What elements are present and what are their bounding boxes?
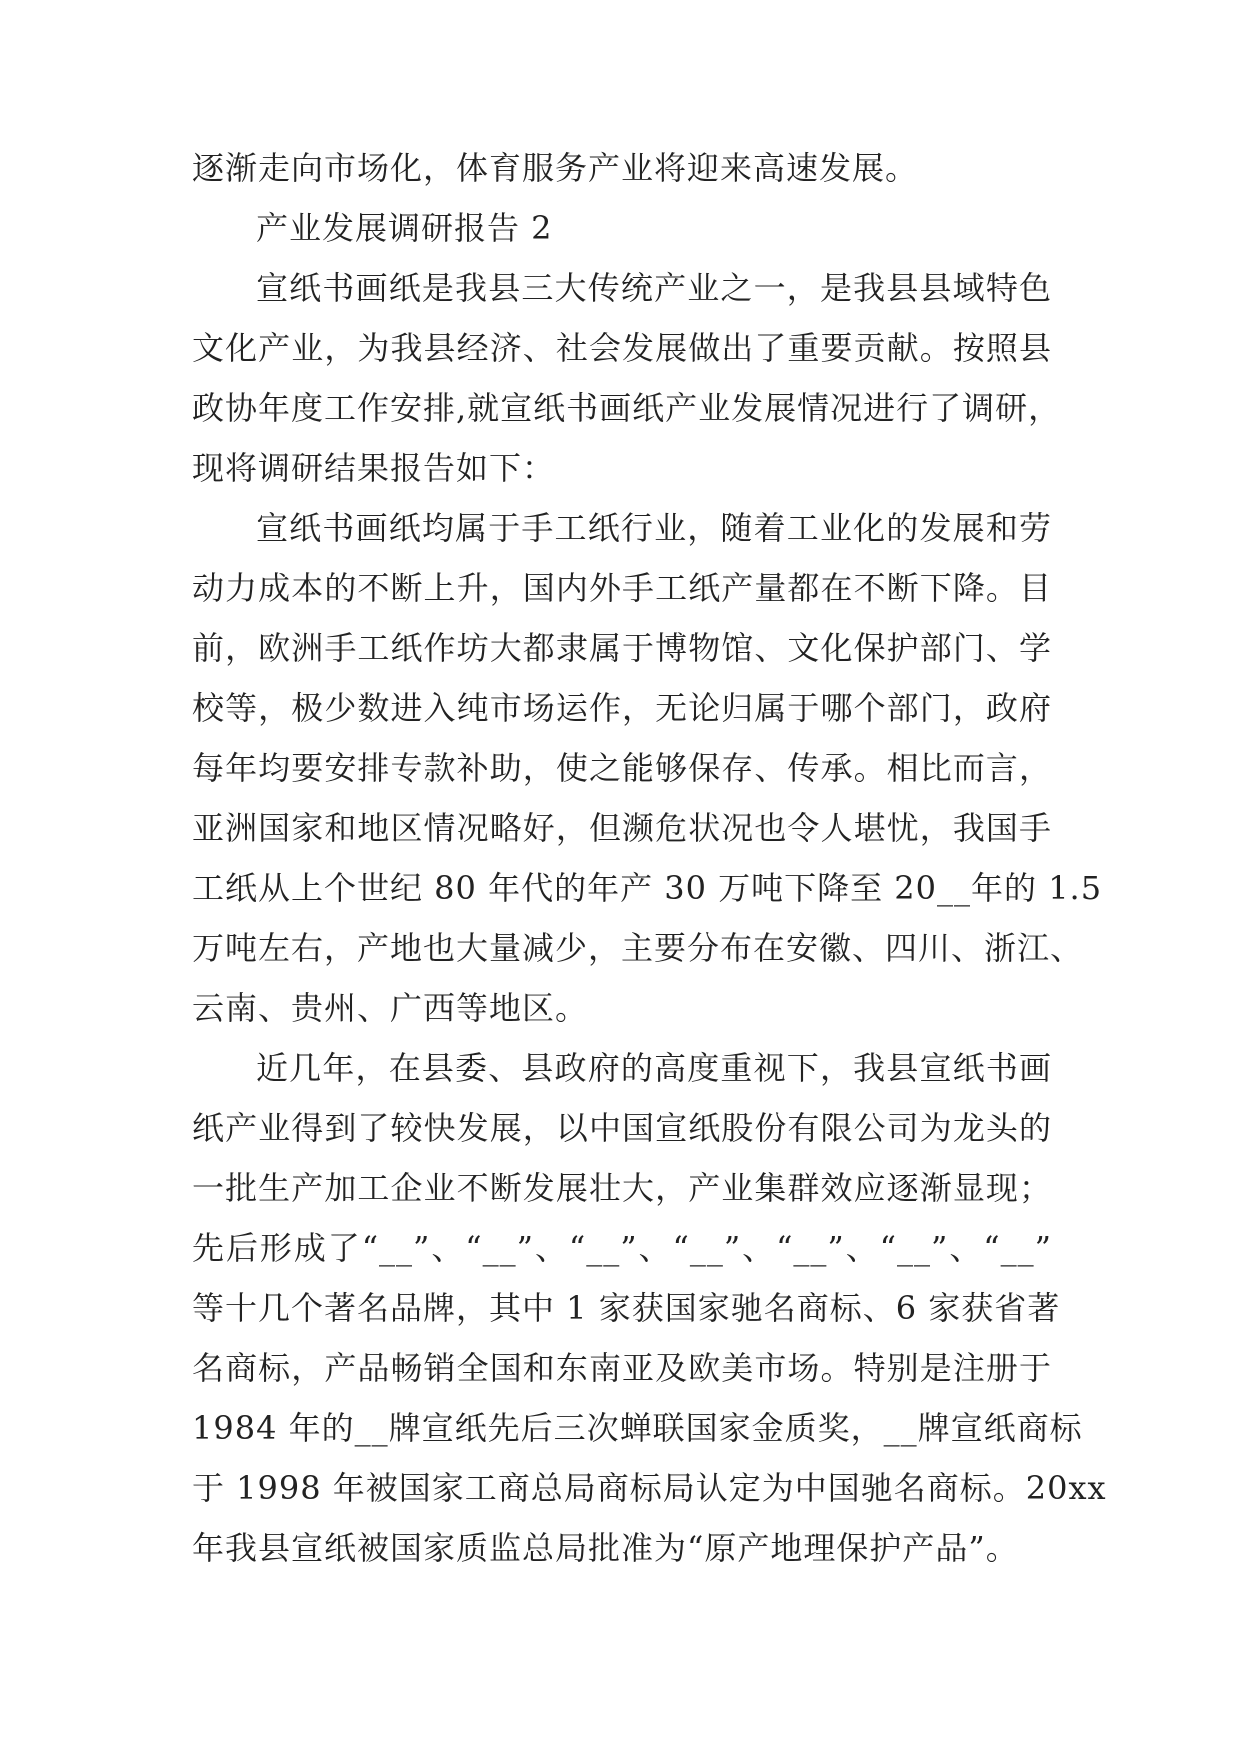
text-line: 现将调研结果报告如下： (192, 449, 556, 487)
text-line: 年我县宣纸被国家质监总局批准为“原产地理保护产品”。 (192, 1529, 1019, 1567)
text-line: 前，欧洲手工纸作坊大都隶属于博物馆、文化保护部门、学 (192, 629, 1052, 667)
text-line: 等十几个著名品牌，其中 1 家获国家驰名商标、6 家获省著 (192, 1289, 1061, 1327)
text-line: 1984 年的__牌宣纸先后三次蝉联国家金质奖，__牌宣纸商标 (192, 1409, 1083, 1447)
text-line: 宣纸书画纸均属于手工纸行业，随着工业化的发展和劳 (256, 509, 1052, 547)
text-line: 近几年，在县委、县政府的高度重视下，我县宣纸书画 (256, 1049, 1052, 1087)
text-line: 云南、贵州、广西等地区。 (192, 989, 589, 1027)
text-line: 工纸从上个世纪 80 年代的年产 30 万吨下降至 20__年的 1.5 (192, 869, 1103, 907)
text-line: 名商标，产品畅销全国和东南亚及欧美市场。特别是注册于 (192, 1349, 1052, 1387)
text-line: 一批生产加工企业不断发展壮大，产业集群效应逐渐显现； (192, 1169, 1052, 1207)
text-line: 先后形成了“__”、“__”、“__”、“__”、“__”、“__”、“__” (192, 1229, 1052, 1267)
text-line: 万吨左右，产地也大量减少，主要分布在安徽、四川、浙江、 (192, 929, 1084, 967)
text-line: 校等，极少数进入纯市场运作，无论归属于哪个部门，政府 (192, 689, 1052, 727)
text-line: 逐渐走向市场化，体育服务产业将迎来高速发展。 (192, 149, 919, 187)
text-line: 宣纸书画纸是我县三大传统产业之一，是我县县域特色 (256, 269, 1052, 307)
text-line: 文化产业，为我县经济、社会发展做出了重要贡献。按照县 (192, 329, 1052, 367)
text-line: 纸产业得到了较快发展，以中国宣纸股份有限公司为龙头的 (192, 1109, 1052, 1147)
text-line: 亚洲国家和地区情况略好，但濒危状况也令人堪忧，我国手 (192, 809, 1052, 847)
text-line: 政协年度工作安排,就宣纸书画纸产业发展情况进行了调研， (192, 389, 1062, 427)
section-heading: 产业发展调研报告 2 (256, 209, 553, 247)
text-line: 每年均要安排专款补助，使之能够保存、传承。相比而言， (192, 749, 1052, 787)
text-line: 动力成本的不断上升，国内外手工纸产量都在不断下降。目 (192, 569, 1052, 607)
text-line: 于 1998 年被国家工商总局商标局认定为中国驰名商标。20xx (192, 1469, 1107, 1507)
